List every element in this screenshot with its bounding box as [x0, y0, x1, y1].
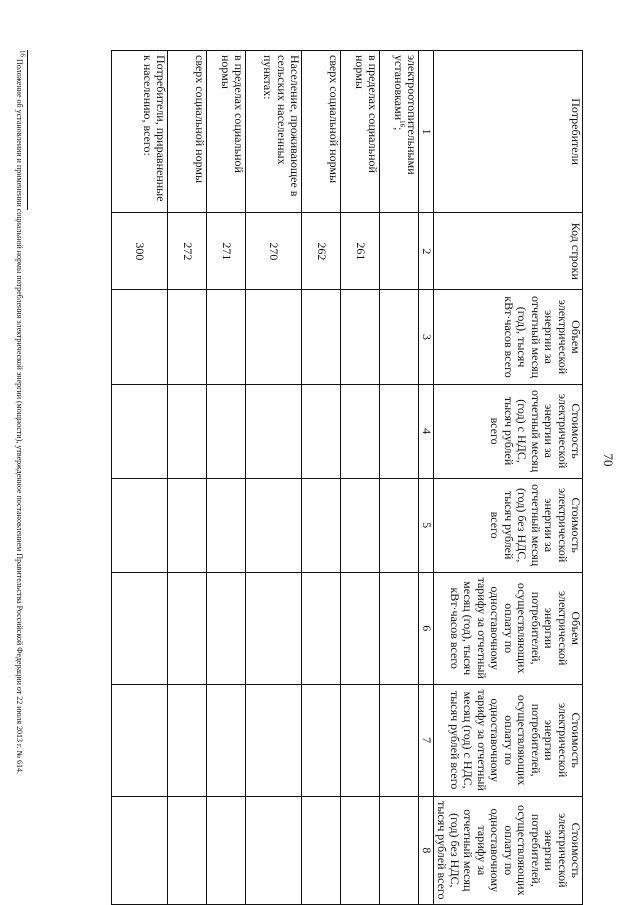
table-cell	[302, 684, 341, 796]
table-cell	[207, 684, 246, 796]
row-code: 270	[246, 213, 302, 290]
table-cell	[302, 478, 341, 572]
table-row	[246, 51, 302, 905]
table-row	[207, 51, 246, 905]
footnote	[14, 50, 27, 880]
header-cost-without-vat: Стоимость электрической энергии за отчетный месяц (год) без НДС, тысяч рублей всего	[434, 478, 583, 572]
table-cell	[246, 796, 302, 904]
table-cell	[380, 478, 419, 572]
header-single-rate-cost-with-vat: Стоимость электрической энергии потребителей, осуществляющих оплату по одноставочному тарифу за отчетный месяц (год) с НДС, тысяч рублей всего	[434, 684, 583, 796]
table-row	[112, 51, 168, 905]
column-number: 4	[419, 384, 434, 478]
row-label: сверх социальной нормы	[302, 51, 341, 213]
table-cell	[380, 384, 419, 478]
header-cost-with-vat: Стоимость электрической энергии за отчетный месяц (год) с НДС, тысяч рублей всего	[434, 384, 583, 478]
row-label-tail: ;	[391, 127, 406, 131]
row-code: 262	[302, 213, 341, 290]
table-cell	[112, 290, 168, 384]
table-row	[341, 51, 380, 905]
table-cell	[168, 572, 207, 684]
table-cell	[112, 478, 168, 572]
table-row	[168, 51, 207, 905]
row-code: 300	[112, 213, 168, 290]
column-number: 1	[419, 51, 434, 213]
row-code: 272	[168, 213, 207, 290]
table-cell	[246, 478, 302, 572]
column-number: 3	[419, 290, 434, 384]
column-number: 5	[419, 478, 434, 572]
table-cell	[112, 684, 168, 796]
table-cell	[207, 796, 246, 904]
page-number: 70	[601, 453, 616, 467]
table-row	[302, 51, 341, 905]
table-cell	[207, 384, 246, 478]
table-cell	[112, 384, 168, 478]
row-label: сверх социальной нормы	[168, 51, 207, 213]
row-label	[380, 51, 419, 213]
footnote-separator	[27, 50, 28, 210]
column-number-row	[419, 51, 434, 905]
table-cell	[207, 572, 246, 684]
table-cell	[341, 384, 380, 478]
table-cell	[341, 478, 380, 572]
table-cell	[380, 290, 419, 384]
table-cell	[112, 796, 168, 904]
row-code	[380, 213, 419, 290]
table-cell	[302, 572, 341, 684]
row-label-text: электроотопительными установками	[391, 55, 419, 175]
header-single-rate-volume: Объем электрической энергии потребителей, осуществляющих оплату по одноставочному тарифу за отчетный месяц (год), тысяч кВт·часов всего	[434, 572, 583, 684]
table-cell	[207, 290, 246, 384]
table-cell	[380, 684, 419, 796]
row-code: 261	[341, 213, 380, 290]
table-cell	[246, 384, 302, 478]
footnote-marker: 16	[397, 120, 406, 128]
table-cell	[246, 684, 302, 796]
table-cell	[168, 290, 207, 384]
footnote-text: Положение об установлении и применении социальной нормы потребления электрической энергии (мощности), утвержденное постановлением Правительства Российской Федерации от 22 июля 2013 г. № 614.	[15, 59, 24, 775]
table-cell	[168, 684, 207, 796]
footnote-number: 16	[18, 50, 27, 57]
table-row	[380, 51, 419, 905]
table-cell	[380, 796, 419, 904]
table-cell	[112, 572, 168, 684]
table-cell	[341, 684, 380, 796]
header-single-rate-cost-without-vat: Стоимость электрической энергии потребителей, осуществляющих оплату по одноставочному тарифу за отчетный месяц (год) без НДС, тысяч рублей всего	[434, 796, 583, 904]
column-number: 6	[419, 572, 434, 684]
table-cell	[302, 796, 341, 904]
consumption-table	[111, 50, 583, 905]
row-label: Население, проживающее в сельских населенных пунктах:	[246, 51, 302, 213]
table-cell	[302, 290, 341, 384]
column-number: 2	[419, 213, 434, 290]
table-cell	[246, 290, 302, 384]
table-cell	[341, 572, 380, 684]
table-cell	[168, 478, 207, 572]
row-label: Потребители, приравненные к населению, всего:	[112, 51, 168, 213]
table-cell	[168, 384, 207, 478]
table-cell	[246, 572, 302, 684]
table-cell	[341, 796, 380, 904]
table-cell	[302, 384, 341, 478]
header-volume: Объем электрической энергии за отчетный месяц (год), тысяч кВт·часов всего	[434, 290, 583, 384]
row-label: в пределах социальной нормы	[341, 51, 380, 213]
header-consumers: Потребители	[434, 51, 583, 213]
row-label: в пределах социальной нормы	[207, 51, 246, 213]
column-number: 8	[419, 796, 434, 904]
table-cell	[207, 478, 246, 572]
header-row	[434, 51, 583, 905]
table-cell	[380, 572, 419, 684]
header-row-code: Код строки	[434, 213, 583, 290]
table-cell	[341, 290, 380, 384]
table-cell	[168, 796, 207, 904]
column-number: 7	[419, 684, 434, 796]
row-code: 271	[207, 213, 246, 290]
